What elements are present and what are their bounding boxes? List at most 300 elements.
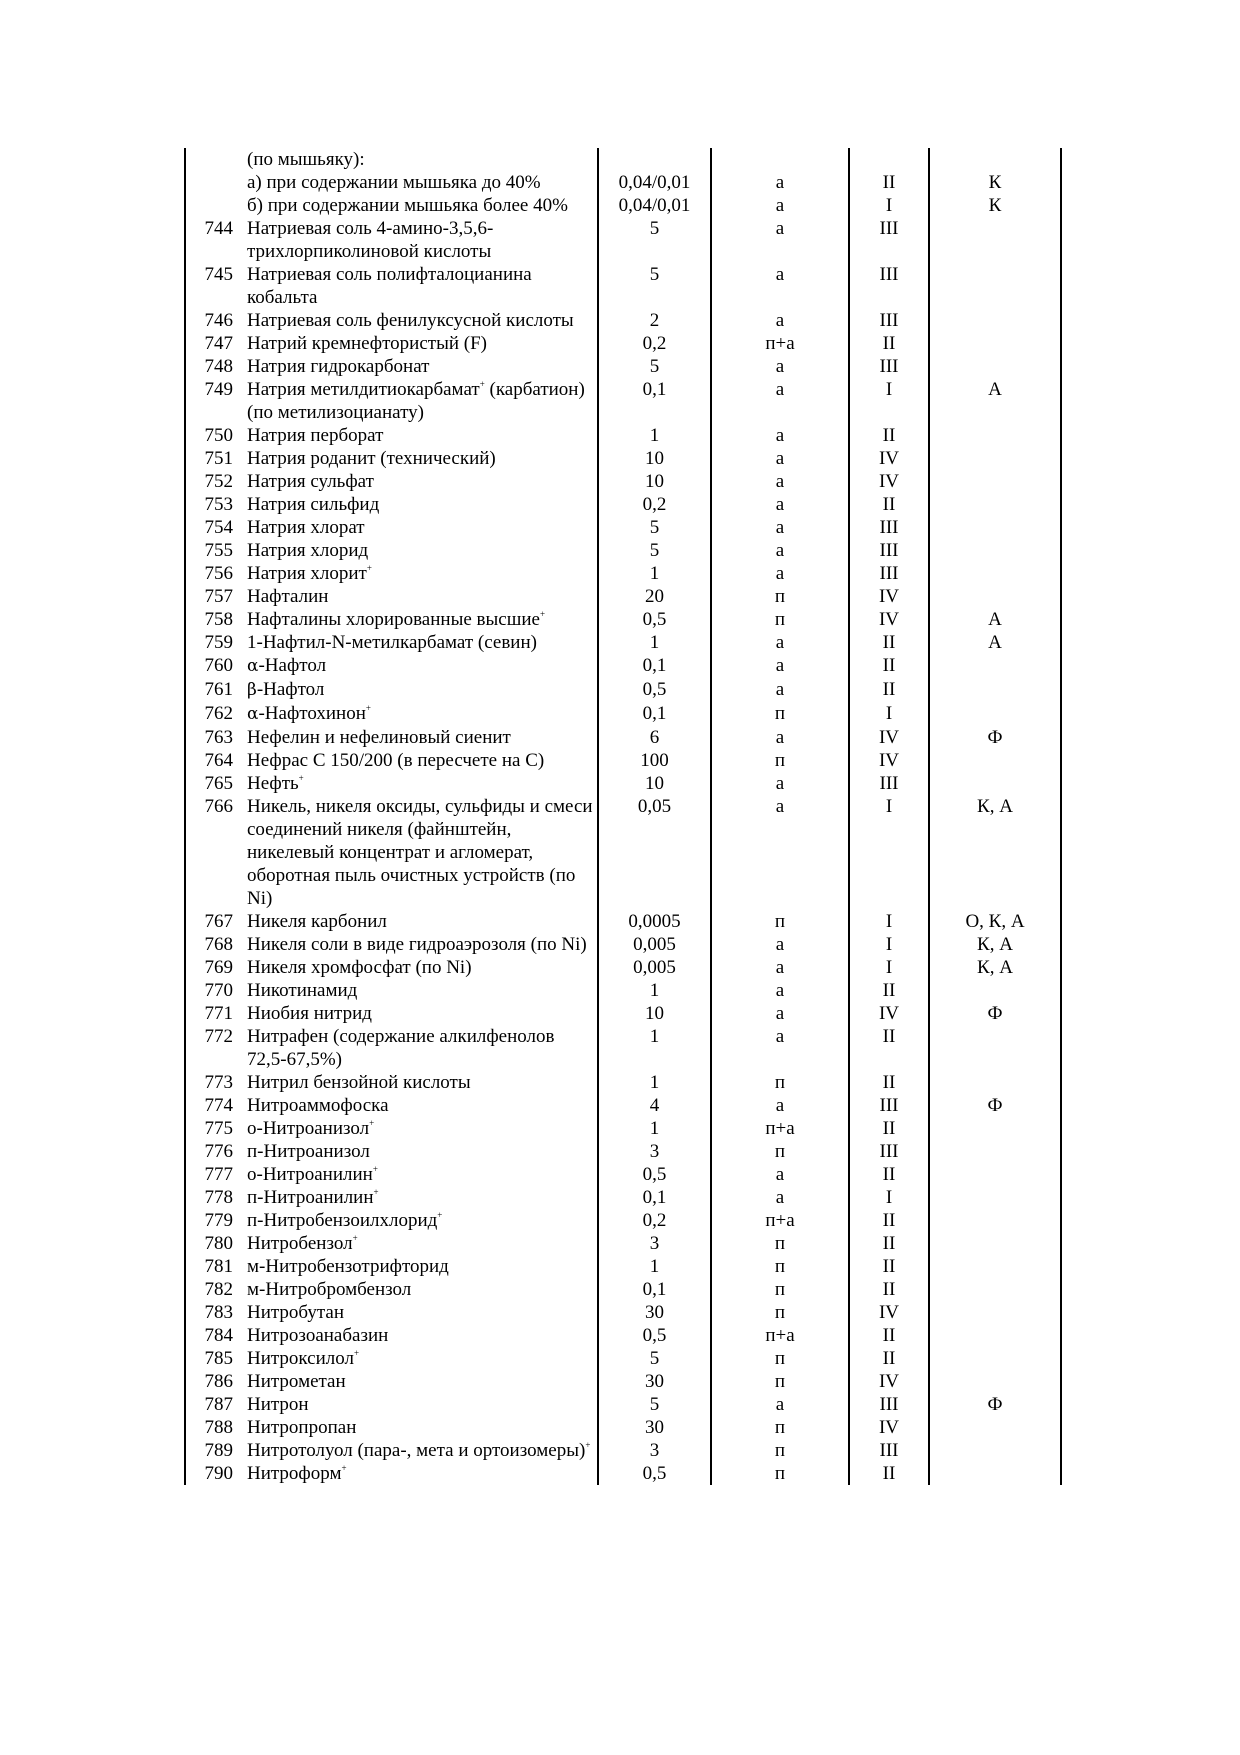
row-number: 772 <box>185 1025 241 1071</box>
table-row <box>185 726 1061 749</box>
row-number: 751 <box>185 447 241 470</box>
hazard-class: IV <box>849 585 929 608</box>
limit-value: 30 <box>598 1370 711 1393</box>
hazard-class: IV <box>849 470 929 493</box>
substance-name-text: Натрия хлорат <box>247 517 365 538</box>
effect-note <box>929 1117 1061 1140</box>
substance-name-text: Натрия хлорит <box>247 563 367 584</box>
effect-note <box>929 1232 1061 1255</box>
effect-note <box>929 772 1061 795</box>
hazard-class: II <box>849 171 929 194</box>
limit-value: 0,05 <box>598 795 711 910</box>
substance-name-text: Натрия сильфид <box>247 494 380 515</box>
substance-name-text: Нефелин и нефелиновый сиенит <box>247 727 511 748</box>
aggregate-state: а <box>711 1002 849 1025</box>
table-row <box>185 1278 1061 1301</box>
aggregate-state: а <box>711 263 849 309</box>
aggregate-state: а <box>711 1025 849 1071</box>
row-number: 784 <box>185 1324 241 1347</box>
row-number: 746 <box>185 309 241 332</box>
limit-value: 5 <box>598 1393 711 1416</box>
substance-name-text: -Нафтол <box>258 655 327 676</box>
footnote-marker: + <box>366 563 372 573</box>
limit-value <box>598 148 711 171</box>
effect-note: К <box>929 171 1061 194</box>
table-row <box>185 1255 1061 1278</box>
limit-value: 0,2 <box>598 1209 711 1232</box>
substance-name-text: Натрия хлорид <box>247 540 369 561</box>
effect-note <box>929 585 1061 608</box>
limit-value: 0,1 <box>598 654 711 678</box>
substance-name-text: о-Нитроанилин <box>247 1164 373 1185</box>
aggregate-state: п <box>711 1347 849 1370</box>
table-row <box>185 1025 1061 1071</box>
effect-note <box>929 678 1061 702</box>
hazard-class: IV <box>849 1370 929 1393</box>
substance-name-text: м-Нитробромбензол <box>247 1279 412 1300</box>
effect-note <box>929 1255 1061 1278</box>
limit-value: 1 <box>598 979 711 1002</box>
table-row <box>185 217 1061 263</box>
substance-name <box>241 1416 598 1439</box>
aggregate-state: п <box>711 1416 849 1439</box>
row-number: 778 <box>185 1186 241 1209</box>
limit-value: 0,2 <box>598 332 711 355</box>
limit-value: 0,04/0,01 <box>598 194 711 217</box>
table-row <box>185 332 1061 355</box>
aggregate-state: а <box>711 562 849 585</box>
aggregate-state: а <box>711 309 849 332</box>
footnote-marker: + <box>354 1348 360 1358</box>
aggregate-state: а <box>711 1186 849 1209</box>
substance-name: (по мышьяку): <box>247 149 365 170</box>
effect-note <box>929 148 1061 171</box>
limit-value: 0,5 <box>598 1324 711 1347</box>
hazard-class: III <box>849 1094 929 1117</box>
substance-name-cont: (карбатион) (по метилизоцианату) <box>247 379 585 423</box>
aggregate-state: а <box>711 1163 849 1186</box>
hazard-class: IV <box>849 608 929 631</box>
hazard-class: I <box>849 378 929 424</box>
substance-name <box>241 493 598 516</box>
substance-name-text: Натриевая соль полифталоцианина кобальта <box>247 264 532 308</box>
substance-name-text: Нефть <box>247 773 299 794</box>
effect-note <box>929 1278 1061 1301</box>
table-row <box>185 910 1061 933</box>
table-row <box>185 470 1061 493</box>
substance-name-text: а) при содержании мышьяка до 40% <box>247 172 541 193</box>
aggregate-state: п <box>711 1439 849 1462</box>
hazard-class: III <box>849 309 929 332</box>
aggregate-state: п <box>711 1140 849 1163</box>
table-row <box>185 1071 1061 1094</box>
effect-note <box>929 332 1061 355</box>
table-row <box>185 654 1061 678</box>
limit-value: 6 <box>598 726 711 749</box>
table-row <box>185 447 1061 470</box>
hazard-class: II <box>849 1117 929 1140</box>
hazard-class: II <box>849 1278 929 1301</box>
substance-name <box>241 447 598 470</box>
hazard-class: IV <box>849 1416 929 1439</box>
substance-name-text: Натрий кремнефтористый (F) <box>247 333 487 354</box>
substance-name <box>241 539 598 562</box>
substance-name-text: Нитрозоанабазин <box>247 1325 389 1346</box>
effect-note <box>929 654 1061 678</box>
table-row <box>185 1209 1061 1232</box>
aggregate-state: п <box>711 1301 849 1324</box>
substance-name-text: Никель, никеля оксиды, сульфиды и смеси соединений никеля (файнштейн, никелевый концентрат и агломерат, оборотная пыль очистных устройств (по Ni) <box>247 796 593 909</box>
effect-note: Ф <box>929 1393 1061 1416</box>
limit-value: 5 <box>598 1347 711 1370</box>
effect-note: К, А <box>929 956 1061 979</box>
row-number: 764 <box>185 749 241 772</box>
row-number: 757 <box>185 585 241 608</box>
footnote-marker: + <box>585 1440 591 1450</box>
substance-name <box>241 1324 598 1347</box>
row-number: 787 <box>185 1393 241 1416</box>
limit-value: 4 <box>598 1094 711 1117</box>
hazard-class: IV <box>849 749 929 772</box>
hazard-class: II <box>849 1232 929 1255</box>
hazard-class: IV <box>849 1002 929 1025</box>
aggregate-state: п <box>711 749 849 772</box>
aggregate-state: а <box>711 654 849 678</box>
substance-name <box>241 1347 598 1370</box>
limit-value: 3 <box>598 1232 711 1255</box>
aggregate-state: п+а <box>711 1117 849 1140</box>
aggregate-state: п <box>711 1370 849 1393</box>
row-number: 748 <box>185 355 241 378</box>
effect-note <box>929 470 1061 493</box>
hazard-class: II <box>849 1255 929 1278</box>
hazard-class: II <box>849 1324 929 1347</box>
hazard-class: II <box>849 493 929 516</box>
row-number: 765 <box>185 772 241 795</box>
row-number: 753 <box>185 493 241 516</box>
limit-value: 0,5 <box>598 1163 711 1186</box>
aggregate-state: а <box>711 795 849 910</box>
aggregate-state: а <box>711 772 849 795</box>
hazard-class: II <box>849 1071 929 1094</box>
substance-name <box>241 562 598 585</box>
substance-name <box>241 171 598 194</box>
row-number: 761 <box>185 678 241 702</box>
aggregate-state: а <box>711 447 849 470</box>
substance-name-text: Нитроксилол <box>247 1348 354 1369</box>
effect-note: Ф <box>929 726 1061 749</box>
table-row <box>185 1002 1061 1025</box>
aggregate-state: а <box>711 1094 849 1117</box>
substance-name <box>241 1186 598 1209</box>
substance-name-text: -Нафтохинон <box>258 703 366 724</box>
substance-name-text: -Нафтол <box>256 679 325 700</box>
greek-prefix: α <box>247 704 259 724</box>
effect-note <box>929 1347 1061 1370</box>
effect-note: Ф <box>929 1002 1061 1025</box>
substance-name-text: Нитропропан <box>247 1417 357 1438</box>
limit-value: 1 <box>598 1071 711 1094</box>
hazard-class: III <box>849 539 929 562</box>
row-number: 750 <box>185 424 241 447</box>
substance-name <box>241 194 598 217</box>
aggregate-state: п+а <box>711 332 849 355</box>
table-row <box>185 1117 1061 1140</box>
substance-name <box>241 378 598 424</box>
substance-name-text: Никеля соли в виде гидроаэрозоля (по Ni) <box>247 934 587 955</box>
substance-name-text: Нитроформ <box>247 1463 342 1484</box>
limit-value: 1 <box>598 424 711 447</box>
limit-value: 0,1 <box>598 1186 711 1209</box>
substance-name <box>241 956 598 979</box>
substance-name <box>241 217 598 263</box>
row-number: 773 <box>185 1071 241 1094</box>
row-number: 760 <box>185 654 241 678</box>
substance-name-text: Нефрас С 150/200 (в пересчете на С) <box>247 750 545 771</box>
substance-name <box>241 702 598 726</box>
aggregate-state: п+а <box>711 1324 849 1347</box>
row-number: 747 <box>185 332 241 355</box>
substance-name-text: Нафталин <box>247 586 329 607</box>
effect-note: А <box>929 631 1061 654</box>
hazard-class: III <box>849 1140 929 1163</box>
substance-name <box>241 1002 598 1025</box>
effect-note <box>929 1025 1061 1071</box>
effect-note <box>929 355 1061 378</box>
effect-note <box>929 1071 1061 1094</box>
hazard-class: II <box>849 1025 929 1071</box>
table-row <box>185 749 1061 772</box>
table-row <box>185 1370 1061 1393</box>
effect-note <box>929 1186 1061 1209</box>
limit-value: 5 <box>598 516 711 539</box>
hazard-class: IV <box>849 1301 929 1324</box>
substance-name-text: Никеля хромфосфат (по Ni) <box>247 957 472 978</box>
aggregate-state: п <box>711 702 849 726</box>
hazard-class: II <box>849 332 929 355</box>
limit-value: 0,5 <box>598 1462 711 1485</box>
substance-name-text: б) при содержании мышьяка более 40% <box>247 195 568 216</box>
table-row <box>185 1094 1061 1117</box>
substance-name <box>241 1301 598 1324</box>
effect-note <box>929 749 1061 772</box>
row-number: 771 <box>185 1002 241 1025</box>
aggregate-state: п <box>711 1278 849 1301</box>
effect-note: А <box>929 608 1061 631</box>
row-number: 782 <box>185 1278 241 1301</box>
substance-name-text: Нитрафен (содержание алкилфенолов 72,5-67,5%) <box>247 1026 555 1070</box>
table-row <box>185 956 1061 979</box>
substance-name-text: 1-Нафтил-N-метилкарбамат (севин) <box>247 632 537 653</box>
substance-name-text: Никеля карбонил <box>247 911 387 932</box>
table-row <box>185 263 1061 309</box>
aggregate-state: а <box>711 516 849 539</box>
row-number: 786 <box>185 1370 241 1393</box>
effect-note <box>929 979 1061 1002</box>
effect-note <box>929 702 1061 726</box>
substance-name-text: п-Нитробензоилхлорид <box>247 1210 438 1231</box>
hazard-class: I <box>849 702 929 726</box>
hazard-class: III <box>849 772 929 795</box>
row-number: 785 <box>185 1347 241 1370</box>
hazard-class: II <box>849 979 929 1002</box>
table-body <box>185 148 1061 1485</box>
row-number: 756 <box>185 562 241 585</box>
table-row <box>185 493 1061 516</box>
substance-name-text: Нитробутан <box>247 1302 345 1323</box>
effect-note <box>929 217 1061 263</box>
substance-name <box>241 1278 598 1301</box>
table-row <box>185 678 1061 702</box>
row-number: 766 <box>185 795 241 910</box>
row-number: 777 <box>185 1163 241 1186</box>
effect-note <box>929 1439 1061 1462</box>
hazard-class: III <box>849 1393 929 1416</box>
aggregate-state: п <box>711 910 849 933</box>
table-row <box>185 171 1061 194</box>
limit-value: 0,5 <box>598 608 711 631</box>
table-row <box>185 1347 1061 1370</box>
hazard-class: I <box>849 933 929 956</box>
row-number: 763 <box>185 726 241 749</box>
hazard-class: II <box>849 1209 929 1232</box>
aggregate-state: а <box>711 470 849 493</box>
limit-value: 1 <box>598 1255 711 1278</box>
row-number: 767 <box>185 910 241 933</box>
table-row <box>185 355 1061 378</box>
effect-note <box>929 1370 1061 1393</box>
substance-table <box>184 148 1062 1485</box>
footnote-marker: + <box>437 1210 443 1220</box>
substance-name <box>241 933 598 956</box>
effect-note: О, К, А <box>929 910 1061 933</box>
table-row <box>185 1324 1061 1347</box>
substance-name <box>241 470 598 493</box>
footnote-marker: + <box>369 1118 375 1128</box>
row-number: 770 <box>185 979 241 1002</box>
aggregate-state: а <box>711 194 849 217</box>
limit-value: 20 <box>598 585 711 608</box>
table-row <box>185 148 1061 171</box>
effect-note: К <box>929 194 1061 217</box>
row-number: 788 <box>185 1416 241 1439</box>
hazard-class: II <box>849 1462 929 1485</box>
substance-name <box>241 1163 598 1186</box>
substance-name <box>241 910 598 933</box>
substance-name <box>241 772 598 795</box>
limit-value: 30 <box>598 1301 711 1324</box>
substance-name-text: Натриевая соль 4-амино-3,5,6-трихлорпиколиновой кислоты <box>247 218 494 262</box>
effect-note <box>929 562 1061 585</box>
table-row <box>185 309 1061 332</box>
effect-note <box>929 516 1061 539</box>
greek-prefix: β <box>247 680 257 700</box>
limit-value: 0,0005 <box>598 910 711 933</box>
substance-name-text: Натрия роданит (технический) <box>247 448 496 469</box>
row-number: 754 <box>185 516 241 539</box>
substance-name <box>241 1370 598 1393</box>
table-row <box>185 585 1061 608</box>
aggregate-state: а <box>711 678 849 702</box>
hazard-class: III <box>849 562 929 585</box>
substance-name <box>241 1140 598 1163</box>
substance-name-text: о-Нитроанизол <box>247 1118 370 1139</box>
footnote-marker: + <box>372 1164 378 1174</box>
row-number: 769 <box>185 956 241 979</box>
aggregate-state: п <box>711 608 849 631</box>
effect-note <box>929 493 1061 516</box>
limit-value: 0,005 <box>598 956 711 979</box>
table-row <box>185 631 1061 654</box>
substance-name <box>241 726 598 749</box>
table-row <box>185 1186 1061 1209</box>
row-number: 759 <box>185 631 241 654</box>
row-number: 755 <box>185 539 241 562</box>
hazard-class: II <box>849 1347 929 1370</box>
limit-value: 5 <box>598 355 711 378</box>
substance-name <box>241 585 598 608</box>
footnote-marker: + <box>341 1463 347 1473</box>
limit-value: 1 <box>598 1117 711 1140</box>
aggregate-state: п <box>711 1232 849 1255</box>
hazard-class <box>849 148 929 171</box>
effect-note: А <box>929 378 1061 424</box>
row-number: 762 <box>185 702 241 726</box>
hazard-class: IV <box>849 726 929 749</box>
effect-note <box>929 447 1061 470</box>
row-number: 776 <box>185 1140 241 1163</box>
limit-value: 0,005 <box>598 933 711 956</box>
substance-name <box>241 355 598 378</box>
row-number: 752 <box>185 470 241 493</box>
substance-name <box>241 1393 598 1416</box>
table-row <box>185 516 1061 539</box>
aggregate-state: а <box>711 1393 849 1416</box>
aggregate-state: а <box>711 726 849 749</box>
aggregate-state: а <box>711 631 849 654</box>
substance-name <box>241 1094 598 1117</box>
greek-prefix: α <box>247 656 259 676</box>
limit-value: 5 <box>598 539 711 562</box>
hazard-class: III <box>849 516 929 539</box>
footnote-marker: + <box>365 703 371 713</box>
table-row <box>185 424 1061 447</box>
table-row <box>185 1439 1061 1462</box>
substance-name-text: Ниобия нитрид <box>247 1003 372 1024</box>
effect-note: Ф <box>929 1094 1061 1117</box>
substance-name-text: Нитротолуол (пара-, мета и ортоизомеры) <box>247 1440 586 1461</box>
effect-note <box>929 1209 1061 1232</box>
aggregate-state: п <box>711 1255 849 1278</box>
row-number: 749 <box>185 378 241 424</box>
row-number: 768 <box>185 933 241 956</box>
limit-value: 0,04/0,01 <box>598 171 711 194</box>
aggregate-state: п <box>711 1462 849 1485</box>
substance-name-text: Натриевая соль фенилуксусной кислоты <box>247 310 574 331</box>
footnote-marker: + <box>298 773 304 783</box>
substance-name <box>241 1232 598 1255</box>
limit-value: 3 <box>598 1439 711 1462</box>
substance-name-text: м-Нитробензотрифторид <box>247 1256 449 1277</box>
limit-value: 10 <box>598 447 711 470</box>
row-number: 779 <box>185 1209 241 1232</box>
row-number <box>185 148 241 171</box>
footnote-marker: + <box>352 1233 358 1243</box>
row-number: 790 <box>185 1462 241 1485</box>
effect-note <box>929 1140 1061 1163</box>
effect-note: К, А <box>929 933 1061 956</box>
table-row <box>185 1301 1061 1324</box>
